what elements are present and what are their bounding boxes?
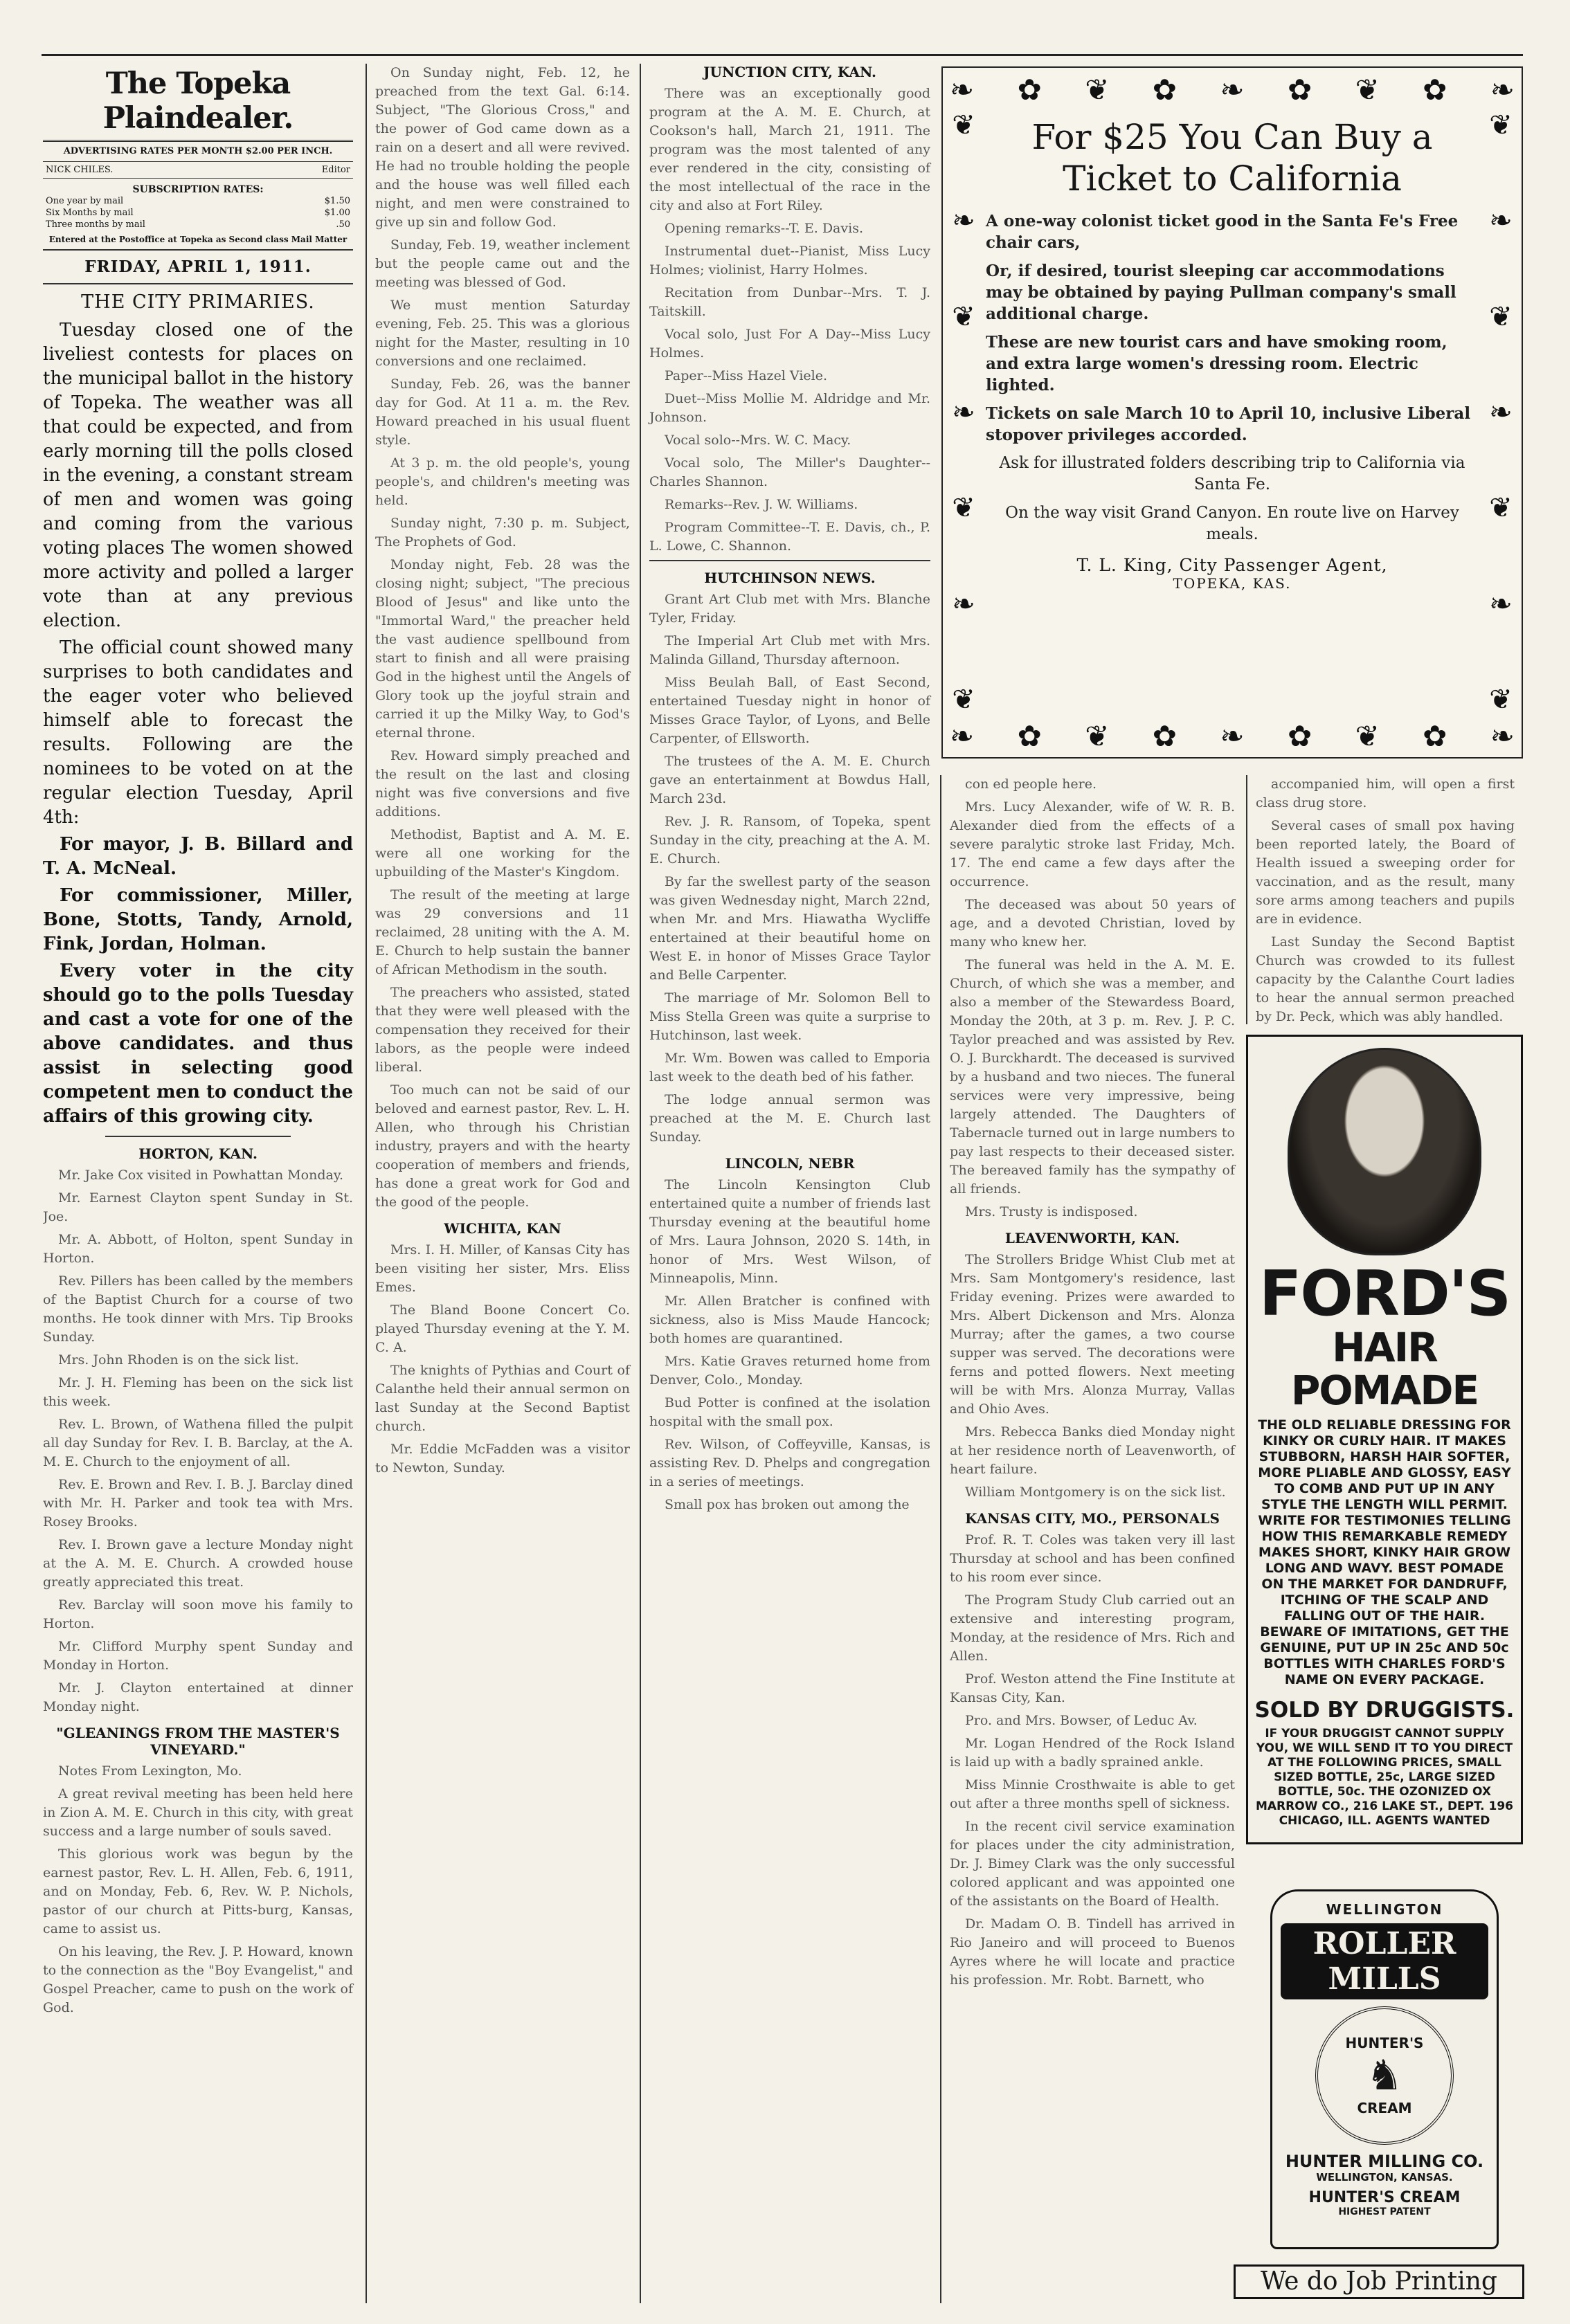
subscription-row [43,195,353,207]
ad-paragraph: Or, if desired, tourist sleeping car accommodations may be obtained by paying Pullman company's small additional charge. [986,262,1456,323]
ad-headline: For $25 You Can Buy a [1031,117,1433,157]
section-heading: LINCOLN, NEBR [725,1155,855,1172]
lead-paragraph: The official count showed many surprises to both candidates and the eager voter who believed himself able to forecast the results. Following are the nominees to be voted on at the regular election Tuesday, April 4th: [43,637,353,828]
column-5 [1246,775,1523,1024]
news-item: Pro. and Mrs. Bowser, of Leduc Av. [965,1713,1198,1728]
leaf-ornament-icon: ✿ [1017,718,1042,753]
subs-price: $1.00 [324,208,350,218]
well-city-top: WELLINGTON [1326,1901,1443,1918]
news-item: Rev. I. Brown gave a lecture Monday night at the A. M. E. Church. A crowded house greatly appreciated this treat. [43,1537,353,1590]
subs-label: One year by mail [46,196,124,206]
leaf-ornament-icon: ❧ [1220,72,1245,107]
ad-details [986,210,1479,446]
news-item: The lodge annual sermon was preached at the M. E. Church last Sunday. [649,1092,930,1145]
news-item: Mr. Logan Hendred of the Rock Island is laid up with a badly sprained ankle. [950,1736,1235,1770]
ornament-border-right [1487,109,1515,716]
advertising-rates: ADVERTISING RATES PER MONTH $2.00 PER INCH. [63,146,333,156]
news-item: We must mention Saturday evening, Feb. 25. This was a glorious night for the Master, resulting in 10 conversions and one reclaimed. [375,298,630,369]
leaf-ornament-icon: ❧ [1489,205,1513,237]
column-3 [640,64,939,2303]
fords-hair-pomade-ad [1246,1035,1523,1844]
news-item: The Strollers Bridge Whist Club met at Mrs. Sam Montgomery's residence, last Friday evening. Prizes were awarded to Mrs. Albert Dickenson and Mrs. Alonza Murray; after the games, a two course supper was served. The decorations were ferns and potted flowers. Next meeting will be with Mrs. Alonza Murray, Vallas and Ohio Aves. [950,1252,1235,1417]
wellington-roller-mills-ad [1270,1889,1499,2249]
lead-paragraph: Tuesday closed one of the liveliest contests for places on the municipal ballot in the history of Topeka. The weather was all that could be expected, and from early morning till the polls closed in the evening, a constant stream of men and women was going and coming from the various voting places The women showed more activity and polled a larger vote than at any previous election. [43,320,353,631]
news-item: Rev. Wilson, of Coffeyville, Kansas, is assisting Rev. D. Phelps and congregation in a series of meetings. [649,1437,930,1489]
hunter-figure-icon: ♞ [1366,2051,1403,2100]
masthead-title: The Topeka Plaindealer. [43,64,353,142]
leaf-ornament-icon: ❦ [952,109,975,141]
editor-name: NICK CHILES. [46,165,114,175]
subs-label: Six Months by mail [46,208,134,218]
well-brand: ROLLER MILLS [1281,1923,1488,1999]
news-item: accompanied him, will open a first class drug store. [1256,777,1515,810]
news-item: Several cases of small pox having been reported lately, the Board of Health issued a sweeping order for vaccination, and as the result, many sore arms among teachers and pupils are in evidence. [1256,818,1515,927]
news-item: Bud Potter is confined at the isolation hospital with the small pox. [649,1395,930,1429]
ford-address: IF YOUR DRUGGIST CANNOT SUPPLY YOU, WE WILL SEND IT TO YOU DIRECT AT THE FOLLOWING PRICES, SMALL SIZED BOTTLE, 25c, LARGE SIZED BOTTLE, 50c. THE OZONIZED OX MARROW CO., 216 LAKE ST., DEPT. 196 CHICAGO, ILL. AGENTS WANTED [1255,1727,1514,1828]
news-item: Mrs. John Rhoden is on the sick list. [58,1352,299,1368]
column-4 [940,775,1243,2303]
news-item: Mr. Clifford Murphy spent Sunday and Monday in Horton. [43,1639,353,1673]
news-item: Rev. Howard simply preached and the result on the last and closing night was five conversions and five additions. [375,748,630,819]
news-item: con ed people here. [965,777,1097,792]
news-item: In the recent civil service examination for places under the city administration, Dr. J. Bimey Clark was the only successful colored applicant and was appointed one of the assistants on the Board of Health. [950,1819,1235,1909]
news-item: Program Committee--T. E. Davis, ch., P. L. Lowe, C. Shannon. [649,520,930,554]
news-item: Paper--Miss Hazel Viele. [665,368,827,383]
leaf-ornament-icon: ❧ [952,588,975,620]
job-printing-banner: We do Job Printing [1234,2264,1524,2299]
subs-label: Three months by mail [46,219,145,230]
leaf-ornament-icon: ❦ [1489,300,1513,333]
news-item: The result of the meeting at large was 29 conversions and 11 reclaimed, 28 uniting with the A. M. E. Church to help sustain the banner of African Methodism in the south. [375,887,630,977]
well-mill-city: WELLINGTON, KANSAS. [1316,2171,1453,2184]
news-item: Sunday night, 7:30 p. m. Subject, The Prophets of God. [375,516,630,550]
section-heading: HUTCHINSON NEWS. [704,570,876,586]
news-item: Mr. Wm. Bowen was called to Emporia last week to the death bed of his father. [649,1051,930,1084]
news-item: Prof. Weston attend the Fine Institute at Kansas City, Kan. [950,1671,1235,1705]
news-item: The Bland Boone Concert Co. played Thursday evening at the Y. M. C. A. [375,1302,630,1355]
subs-price: .50 [336,219,350,230]
leaf-ornament-icon: ✿ [1017,72,1042,107]
leaf-ornament-icon: ❦ [1489,683,1513,716]
news-item: Miss Minnie Crosthwaite is able to get out after a three months spell of sickness. [950,1777,1235,1811]
subs-price: $1.50 [324,196,350,206]
news-item: Dr. Madam O. B. Tindell has arrived in Rio Janeiro and will proceed to Buenos Ayres where he will locate and practice his profession. Mr. Robt. Barnett, who [950,1916,1235,1988]
ford-brand: FORD'S [1258,1258,1510,1330]
news-item: There was an exceptionally good program at the A. M. E. Church, at Cookson's hall, March 21, 1911. The program was the most talented of any ever rendered in the city, consisting of the most intellectual of the race in the city and also at Fort Riley. [649,86,930,213]
news-item: Methodist, Baptist and A. M. E. were all one working for the upbuilding of the Master's Kingdom. [375,827,630,880]
news-item: Sunday, Feb. 26, was the banner day for God. At 11 a. m. the Rev. Howard preached in his usual fluent style. [375,376,630,448]
lead-headline: THE CITY PRIMARIES. [81,291,315,313]
news-item: Mrs. Rebecca Banks died Monday night at her residence north of Leavenworth, of heart failure. [950,1424,1235,1477]
news-item: Mr. A. Abbott, of Holton, spent Sunday in Horton. [43,1232,353,1266]
leaf-ornament-icon: ❦ [1489,492,1513,525]
leaf-ornament-icon: ❧ [950,718,975,753]
badge-top-text: HUNTER'S [1345,2035,1424,2051]
leaf-ornament-icon: ✿ [1152,72,1177,107]
news-item: Grant Art Club met with Mrs. Blanche Tyler, Friday. [649,592,930,626]
subscription-title: SUBSCRIPTION RATES: [132,184,264,195]
lead-paragraph: For commissioner, Miller, Bone, Stotts, Tandy, Arnold, Fink, Jordan, Holman. [43,885,353,954]
leaf-ornament-icon: ✿ [1423,72,1447,107]
news-item: At 3 p. m. the old people's, young people's, and children's meeting was held. [375,455,630,508]
news-item: The marriage of Mr. Solomon Bell to Miss Stella Green was quite a surprise to Hutchinson, last week. [649,990,930,1043]
news-item: On Sunday night, Feb. 12, he preached from the text Gal. 6:14. Subject, "The Glorious Cross," and the power of God came down as a rain on a desert and all were revived. He had no trouble holding the people and the house was well filled each night, and men were constrained to give up sin and follow God. [375,65,630,230]
leaf-ornament-icon: ❦ [952,492,975,525]
news-item: Prof. R. T. Coles was taken very ill last Thursday at school and has been confined to his room ever since. [950,1532,1235,1585]
news-item: The Lincoln Kensington Club entertained quite a number of friends last Thursday evening at the beautiful home of Mrs. Laura Johnson, 2020 S. 14th, in honor of Mrs. West Wilson, of Minneapolis, Minn. [649,1177,930,1286]
editor-line [43,161,353,179]
news-item: Last Sunday the Second Baptist Church was crowded to its fullest capacity by the Calanthe Court ladies to hear the annual sermon preached by Dr. Peck, which was ably handled. [1256,934,1515,1024]
section-heading: JUNCTION CITY, KAN. [703,64,876,80]
ad-paragraph: Tickets on sale March 10 to April 10, inclusive Liberal stopover privileges accorded. [986,404,1471,444]
news-item: Mrs. Lucy Alexander, wife of W. R. B. Alexander died from the effects of a severe paralytic stroke last Friday, Mch. 17. The end came a few days after the occurrence. [950,799,1235,889]
news-item: Vocal solo, Just For A Day--Miss Lucy Holmes. [649,327,930,361]
news-item: Rev. L. Brown, of Wathena filled the pulpit all day Sunday for Rev. I. B. Barclay, at the A. M. E. Church to the enjoyment of all. [43,1417,353,1469]
subscription-row [43,207,353,219]
ad-paragraph: On the way visit Grand Canyon. En route live on Harvey meals. [1005,504,1459,543]
section-heading: KANSAS CITY, MO., PERSONALS [965,1510,1220,1527]
ford-product: HAIR POMADE [1290,1324,1479,1414]
postoffice-notice: Entered at the Postoffice at Topeka as Second class Mail Matter [43,230,353,251]
news-item: Mrs. I. H. Miller, of Kansas City has been visiting her sister, Mrs. Eliss Emes. [375,1242,630,1295]
leaf-ornament-icon: ❦ [1355,72,1380,107]
news-item: Instrumental duet--Pianist, Miss Lucy Holmes; violinist, Harry Holmes. [649,244,930,278]
leaf-ornament-icon: ❧ [1490,72,1515,107]
news-item: A great revival meeting has been held here in Zion A. M. E. Church in this city, with great success and a large number of souls saved. [43,1786,353,1839]
news-item: The Program Study Club carried out an extensive and interesting program, Monday, at the residence of Mrs. Rich and Allen. [950,1592,1235,1664]
section-heading: LEAVENWORTH, KAN. [1004,1230,1180,1246]
issue-date: FRIDAY, APRIL 1, 1911. [43,251,353,284]
divider [105,1136,291,1137]
ornament-border-left [950,109,977,716]
news-item: The funeral was held in the A. M. E. Church, of which she was a member, and also a member of the Stewardess Board, Monday the 20th, at 3 p. m. Rev. J. P. C. Taylor preached and was assisted by Rev. O. J. Burckhardt. The deceased is survived by a husband and two nieces. The funeral services were very impressive, being largely attended. The Daughters of Tabernacle turned out in large numbers to pay last respects to their deceased sister. The bereaved family has the sympathy of all friends. [950,957,1235,1197]
news-item: Sunday, Feb. 19, weather inclement but the people came out and the meeting was blessed of God. [375,237,630,290]
leaf-ornament-icon: ❧ [952,396,975,428]
news-item: The knights of Pythias and Court of Calanthe held their annual sermon on last Sunday at the Second Baptist church. [375,1363,630,1434]
leaf-ornament-icon: ✿ [1152,718,1177,753]
news-item: Rev. E. Brown and Rev. I. B. J. Barclay dined with Mr. H. Parker and took tea with Mrs. Rosey Brooks. [43,1477,353,1529]
news-item: Notes From Lexington, Mo. [58,1763,242,1779]
section-heading: HORTON, KAN. [138,1145,258,1162]
news-item: Rev. J. R. Ransom, of Topeka, spent Sunday in the city, preaching at the A. M. E. Church. [649,814,930,866]
leaf-ornament-icon: ❦ [952,300,975,333]
news-item: Vocal solo, The Miller's Daughter--Charles Shannon. [649,455,930,489]
leaf-ornament-icon: ❦ [1085,718,1110,753]
news-item: This glorious work was begun by the earnest pastor, Rev. L. H. Allen, Feb. 6, 1911, and on Monday, Feb. 6, Rev. W. P. Nichols, pastor of our church at Pitts-burg, Kansas, came to assist us. [43,1846,353,1936]
badge-bottom-text: CREAM [1357,2100,1412,2116]
divider [649,560,930,561]
california-ticket-ad [941,66,1523,759]
ad-paragraph: These are new tourist cars and have smoking room, and extra large women's dressing room. Electric lighted. [986,333,1447,394]
leaf-ornament-icon: ❦ [1355,718,1380,753]
news-item: Recitation from Dunbar--Mrs. T. J. Taitskill. [649,285,930,319]
well-cream: HUNTER'S CREAM [1308,2189,1461,2206]
news-item: The trustees of the A. M. E. Church gave an entertainment at Bowdus Hall, March 23d. [649,754,930,806]
news-item: Mr. Earnest Clayton spent Sunday in St. Joe. [43,1190,353,1224]
news-item: Miss Beulah Ball, of East Second, entertained Tuesday night in honor of Misses Grace Taylor, of Lyons, and Belle Carpenter, of Ellsworth. [649,675,930,746]
lead-article [43,291,353,1129]
news-item: The deceased was about 50 years of age, and a devoted Christian, loved by many who knew her. [950,897,1235,950]
news-item: The Imperial Art Club met with Mrs. Malinda Gilland, Thursday afternoon. [649,633,930,667]
news-item: Duet--Miss Mollie M. Aldridge and Mr. Johnson. [649,391,930,425]
hunters-cream-badge [1315,2006,1454,2145]
news-item: On his leaving, the Rev. J. P. Howard, known to the connection as the "Boy Evangelist," and Gospel Preacher, came to push on the work of God. [43,1944,353,2015]
column-2 [366,64,638,2303]
ad-signature: T. L. King, City Passenger Agent, [1076,555,1388,575]
leaf-ornament-icon: ❧ [1490,718,1515,753]
well-patent: HIGHEST PATENT [1338,2206,1431,2217]
section-heading: "GLEANINGS FROM THE MASTER'S VINEYARD." [56,1725,340,1758]
lead-paragraph: For mayor, J. B. Billard and T. A. McNeal. [43,834,353,879]
ad-paragraph: Ask for illustrated folders describing trip to California via Santa Fe. [999,454,1465,493]
woman-portrait-icon [1288,1048,1481,1255]
leaf-ornament-icon: ❧ [952,205,975,237]
news-item: Mr. Eddie McFadden was a visitor to Newton, Sunday. [375,1442,630,1476]
ford-description: THE OLD RELIABLE DRESSING FOR KINKY OR CURLY HAIR. IT MAKES STUBBORN, HARSH HAIR SOFTER, MORE PLIABLE AND GLOSSY, EASY TO COMB AND PUT UP IN ANY STYLE THE LENGTH WILL PERMIT. WRITE FOR TESTIMONIES TELLING HOW THIS REMARKABLE REMEDY MAKES SHORT, KINKY HAIR GROW LONG AND WAVY. BEST POMADE ON THE MARKET FOR DANDRUFF, ITCHING OF THE SCALP AND FALLING OUT OF THE HAIR. BEWARE OF IMITATIONS, GET THE GENUINE, PUT UP IN 25c AND 50c BOTTLES WITH CHARLES FORD'S NAME ON EVERY PACKAGE. [1258,1417,1511,1687]
column-1 [43,64,361,2303]
well-mill-name: HUNTER MILLING CO. [1285,2152,1484,2171]
news-item: Remarks--Rev. J. W. Williams. [665,497,858,512]
leaf-ornament-icon: ❧ [950,72,975,107]
news-item: Mr. Jake Cox visited in Powhattan Monday. [58,1168,344,1183]
ford-sold-by: SOLD BY DRUGGISTS. [1254,1698,1515,1723]
ornament-border-bottom [950,718,1515,753]
lead-paragraph: Every voter in the city should go to the polls Tuesday and cast a vote for one of the above candidates. and thus assist in selecting good competent men to conduct the affairs of this growing city. [43,961,353,1127]
leaf-ornament-icon: ✿ [1287,718,1312,753]
top-rule [42,54,1523,56]
news-item: Mrs. Katie Graves returned home from Denver, Colo., Monday. [649,1354,930,1388]
news-item: Mr. J. Clayton entertained at dinner Monday night. [43,1680,353,1714]
editor-label: Editor [321,165,350,175]
news-item: William Montgomery is on the sick list. [965,1485,1226,1500]
leaf-ornament-icon: ❧ [1220,718,1245,753]
leaf-ornament-icon: ❦ [952,683,975,716]
leaf-ornament-icon: ❦ [1489,109,1513,141]
news-item: Opening remarks--T. E. Davis. [665,221,863,236]
news-item: Rev. Pillers has been called by the members of the Baptist Church for a course of two months. He took dinner with Mrs. Tip Brooks Sunday. [43,1273,353,1345]
leaf-ornament-icon: ✿ [1287,72,1312,107]
ad-paragraph: A one-way colonist ticket good in the Santa Fe's Free chair cars, [986,212,1459,252]
ad-headline: Ticket to California [1063,158,1402,199]
section-heading: WICHITA, KAN [444,1220,561,1237]
california-ad-body [986,116,1479,709]
news-item: Too much can not be said of our beloved and earnest pastor, Rev. L. H. Allen, who through his Christian industry, prayers and with the hearty cooperation of members and friends, has done a great work for God and the good of the people. [375,1082,630,1210]
news-item: Rev. Barclay will soon move his family to Horton. [43,1597,353,1631]
news-item: Mrs. Trusty is indisposed. [965,1204,1138,1219]
subscription-row [43,219,353,230]
news-item: The preachers who assisted, stated that they were well pleased with the compensation they received for their labors, as the people were indeed liberal. [375,985,630,1075]
leaf-ornament-icon: ❧ [1489,396,1513,428]
leaf-ornament-icon: ✿ [1423,718,1447,753]
news-item: By far the swellest party of the season was given Wednesday night, March 22nd, when Mr. and Mrs. Hiawatha Wycliffe entertained at their beautiful home on West E. in honor of Misses Grace Taylor and Belle Carpenter. [649,874,930,983]
news-item: Vocal solo--Mrs. W. C. Macy. [665,433,851,448]
leaf-ornament-icon: ❦ [1085,72,1110,107]
news-item: Monday night, Feb. 28 was the closing night; subject, "The precious Blood of Jesus" and like unto the "Immortal Ward," the preacher held the vast audience spellbound from start to finish and all were praising God in the highest until the Angels of Glory took up the joyful strain and carried it up the Milky Way, to God's eternal throne. [375,557,630,741]
ornament-border-top [950,72,1515,107]
news-item: Mr. Allen Bratcher is confined with sickness, also is Miss Maude Hancock; both homes are quarantined. [649,1293,930,1346]
ad-location: TOPEKA, KAS. [1173,575,1292,592]
leaf-ornament-icon: ❧ [1489,588,1513,620]
news-item: Small pox has broken out among the [665,1497,910,1512]
news-item: Mr. J. H. Fleming has been on the sick list this week. [43,1375,353,1409]
